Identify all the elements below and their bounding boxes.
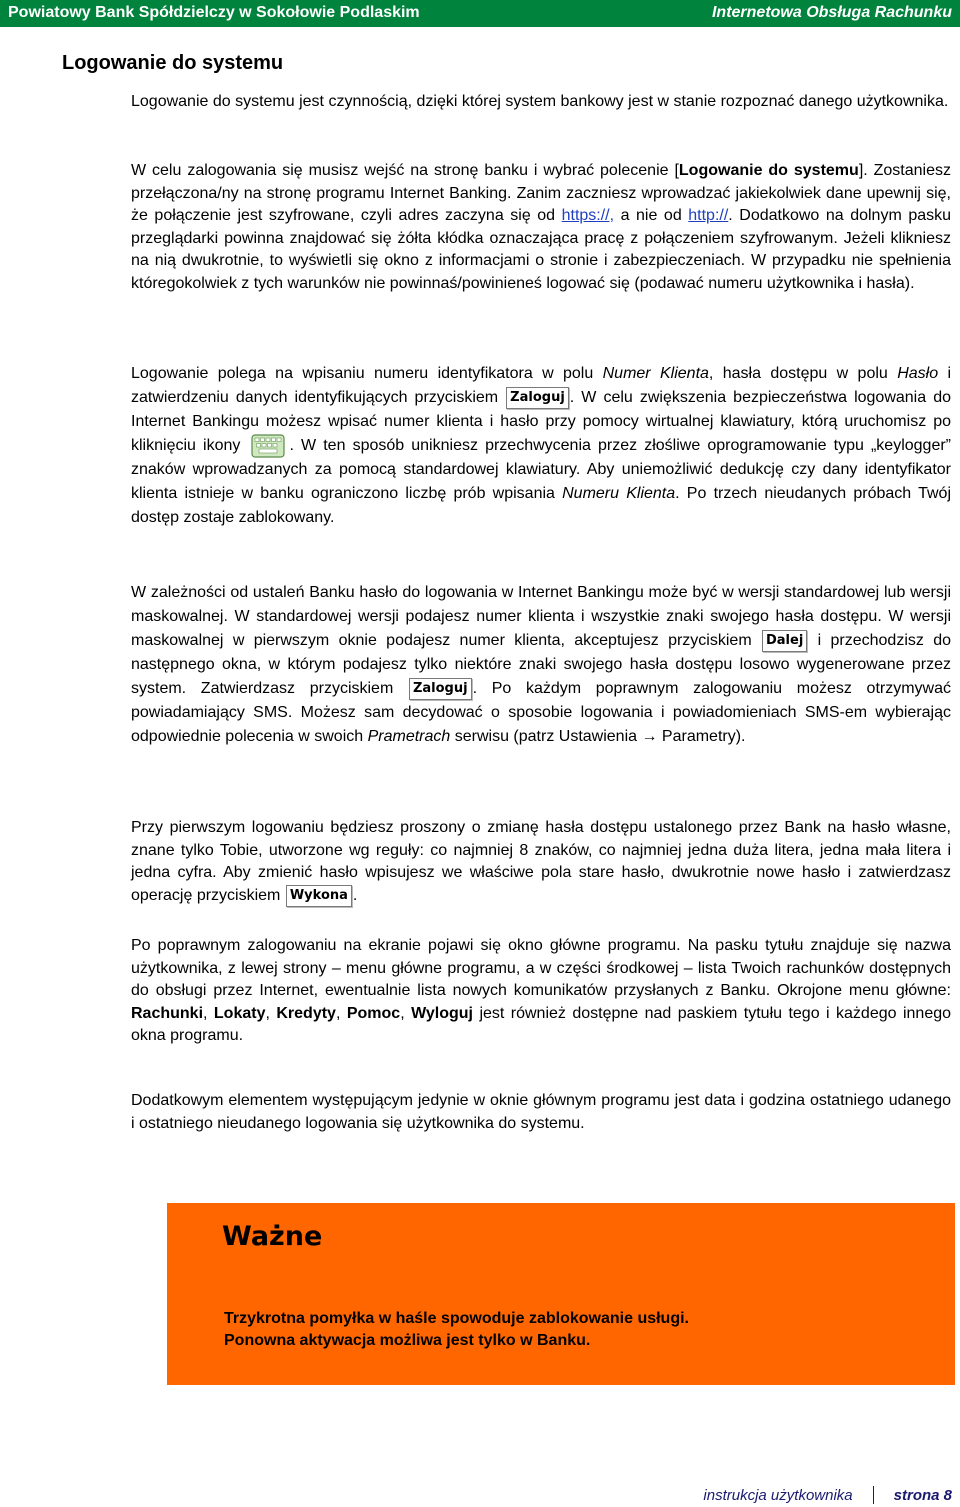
important-line-2: Ponowna aktywacja możliwa jest tylko w Banku. — [224, 1332, 591, 1349]
paragraph-main-window — [131, 935, 951, 1048]
text-segment: . Dodatkowo na dolnym pasku przeglądarki powinna znajdować się żółta kłódka oznaczająca pracę z połączeniem szyfrowanym. Jeżeli klikniesz na nią dwukrotnie, to wyświetli się okno z informacjami o stronie i zabezpieczeniach. W przypadku nie spełnienia któregokolwiek z tych warunków nie powinnaś/powinieneś logować się (podawać numeru użytkownika i hasła). — [131, 207, 952, 292]
paragraph-login-steps — [131, 160, 951, 295]
text-segment: i przechodzisz do następnego okna, w którym podajesz tylko niektóre znaki swojego hasła dostępu losowo wygenerowane przez system. Zatwierdzasz przyciskiem — [131, 632, 952, 697]
arrow-right-icon: → — [641, 728, 658, 745]
field-client-number-2: Numeru Klienta — [562, 485, 676, 503]
separator: , — [335, 1004, 347, 1022]
menu-rachunki: Rachunki — [131, 1004, 204, 1022]
dalej-button[interactable]: Dalej — [762, 630, 807, 652]
field-password: Hasło — [897, 365, 939, 382]
paragraph-first-login — [131, 817, 951, 907]
intro-text: Logowanie do systemu jest czynnością, dzięki której system bankowy jest w stanie rozpoznać danego użytkownika. — [131, 93, 949, 110]
paragraph-password-versions — [131, 581, 951, 749]
text-segment: W zależności od ustaleń Banku hasło do logowania w Internet Bankingu może być w wersji standardowej lub wersji maskowalnej. W standardowej wersji podajesz numer klienta i wszystkie znaki swojego hasła dostępu. W wersji maskowalnej w pierwszym oknie podajesz numer klienta, akceptujesz przyciskiem — [131, 584, 951, 649]
text-segment: . W ten sposób unikniesz przechwycenia przez złośliwe oprogramowanie typu „keylogger” znaków wprowadzanych za pomocą standardowej klawiatury. Aby uniemożliwić dedukcję czy dany identyfikator klienta istnieje w banku ograniczono liczbę prób wpisania — [131, 437, 951, 503]
important-title: Ważne — [222, 1221, 323, 1252]
text-segment: Parametry). — [657, 728, 746, 745]
intro-paragraph — [131, 91, 951, 114]
text-segment: , hasła dostępu w polu — [708, 365, 898, 382]
text-segment: jest również dostępne nad paskiem tytułu tego i każdego innego okna programu. — [131, 1004, 952, 1044]
separator: , — [400, 1004, 412, 1022]
http-link[interactable]: http:// — [688, 207, 729, 224]
text-segment: . W celu zwiększenia bezpieczeństwa logowania do Internet Bankingu możesz wpisać numer klienta i hasło przy pomocy wirtualnej klawiatury, którą uruchomisz po kliknięciu ikony — [131, 389, 951, 455]
text-segment: Po poprawnym zalogowaniu na ekranie pojawi się okno główne programu. Na pasku tytułu znajduje się nazwa użytkownika, z lewej strony – menu główne programu, a w części środkowej – lista Twoich rachunków dostępnych do obsługi przez Internet, ewentualnie lista nowych komunikatów przysłanych z Banku. Okrojone menu główne: — [131, 937, 951, 999]
text-segment: W celu zalogowania się musisz wejść na stronę banku i wybrać polecenie [ — [131, 162, 679, 179]
last-login-text: Dodatkowym elementem występującym jedynie w oknie głównym programu jest data i godzina ostatniego udanego i ostatniego nieudanego logowania się użytkownika do systemu. — [131, 1092, 951, 1132]
menu-lokaty: Lokaty — [213, 1004, 266, 1022]
text-segment: a nie od — [614, 207, 689, 224]
important-notice — [167, 1203, 955, 1385]
text-segment: Logowanie polega na wpisaniu numeru identyfikatora w polu — [131, 365, 603, 382]
bank-name: Powiatowy Bank Spółdzielczy w Sokołowie Podlaskim — [8, 4, 420, 21]
text-segment: . Po trzech nieudanych próbach Twój dostęp zostaje zablokowany. — [131, 485, 951, 527]
page-title: Logowanie do systemu — [62, 52, 284, 74]
text-segment: Przy pierwszym logowaniu będziesz proszony o zmianę hasła dostępu ustalonego przez Bank na hasło własne, znane tylko Tobie, utworzone wg reguły: co najmniej 8 znaków, co najmniej jedna duża litera, jedna mała litera i jedna cyfra. Aby zmienić hasło wpisujesz we właściwe pola stare hasło, dwukrotnie nowe hasło i zatwierdzasz operację przyciskiem — [131, 819, 951, 904]
text-segment: i zatwierdzeniu danych identyfikujących przyciskiem — [131, 365, 952, 406]
text-segment: ]. Zostaniesz przełączona/ny na stronę programu Internet Banking. Zanim zaczniesz wprowadzać jakiekolwiek dane upewnij się, że połączenie jest szyfrowane, czyli adres zaczyna się od — [131, 162, 952, 224]
wykona-button[interactable]: Wykona — [286, 885, 352, 907]
text-segment: . — [352, 886, 358, 904]
https-link[interactable]: https://, — [561, 207, 615, 224]
header-bar — [0, 0, 960, 27]
footer-separator — [873, 1486, 874, 1504]
paragraph-login-fields — [131, 362, 951, 530]
field-client-number: Numer Klienta — [602, 365, 709, 382]
paragraph-last-login — [131, 1090, 951, 1135]
important-line-1: Trzykrotna pomyłka w haśle spowoduje zablokowanie usługi. — [224, 1310, 689, 1327]
text-segment: serwisu (patrz Ustawienia — [450, 728, 642, 745]
service-name: Internetowa Obsługa Rachunku — [711, 4, 952, 21]
keyboard-icon[interactable] — [251, 434, 285, 458]
menu-wyloguj: Wyloguj — [411, 1004, 473, 1022]
important-text — [224, 1308, 689, 1352]
zaloguj-button[interactable]: Zaloguj — [506, 387, 569, 409]
page-footer — [703, 1486, 952, 1504]
footer-page-label: strona — [893, 1487, 940, 1504]
separator: , — [265, 1004, 277, 1022]
parameters-term: Prametrach — [367, 728, 451, 745]
login-command: Logowanie do systemu — [678, 162, 859, 179]
text-segment: . Po każdym poprawnym zalogowaniu możesz otrzymywać powiadamiający SMS. Możesz sam decydować o sposobie logowania i powiadomieniach SMS-em wybierając odpowiednie polecenia w swoich — [131, 680, 952, 745]
menu-kredyty: Kredyty — [276, 1004, 336, 1022]
separator: , — [203, 1004, 214, 1022]
zaloguj-button-2[interactable]: Zaloguj — [409, 678, 472, 700]
footer-doc-name: instrukcja użytkownika — [703, 1487, 853, 1504]
footer-page-number: 8 — [943, 1487, 952, 1504]
menu-pomoc: Pomoc — [346, 1004, 401, 1022]
